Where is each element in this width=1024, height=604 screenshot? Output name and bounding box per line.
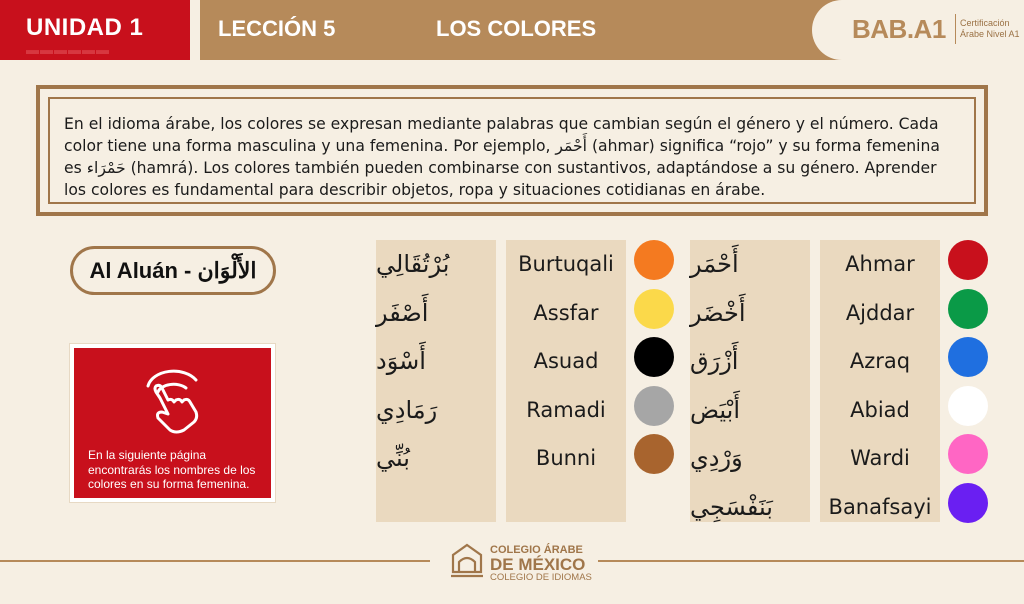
school-logo-icon — [448, 542, 486, 580]
pointing-hand-icon — [140, 366, 204, 436]
unit-title: UNIDAD 1 — [26, 14, 144, 41]
intro-inner-frame — [48, 97, 976, 204]
arabic-column-right — [690, 240, 810, 522]
translit-column-right — [820, 240, 940, 522]
translit-word: Ramadi — [526, 397, 606, 422]
footer-school-line1: COLEGIO ÁRABE — [490, 544, 583, 556]
topic-title: LOS COLORES — [436, 16, 597, 41]
arabic-column-left — [376, 240, 496, 522]
brand-logo: BAB.A1 — [852, 14, 946, 44]
lesson-title: LECCIÓN 5 — [218, 16, 336, 41]
cert-line-1: Certificación — [960, 18, 1010, 28]
translit-word: Ajddar — [845, 300, 915, 325]
lesson-header — [200, 0, 880, 60]
brand-divider — [955, 14, 956, 44]
arabic-word: رَمَادِي — [376, 395, 438, 424]
unit-title-shadow: ▬▬▬▬▬▬ — [26, 42, 110, 57]
certification-label — [960, 18, 1020, 40]
unit-header — [0, 0, 190, 60]
arabic-word: أَخْضَر — [690, 298, 746, 327]
arabic-word: بَنَفْسَجِي — [690, 492, 773, 521]
color-swatch-brown — [634, 434, 674, 474]
color-swatch-white — [948, 386, 988, 426]
arabic-word: أَصْفَر — [376, 298, 429, 327]
translit-word: Bunni — [535, 446, 597, 471]
arabic-word: أَزْرَق — [690, 347, 739, 376]
colors-title-pill: Al Aluán - الأَلْوَان — [70, 246, 276, 295]
arabic-word: أَبْيَض — [690, 395, 740, 424]
color-swatch-black — [634, 337, 674, 377]
arabic-word: وَرْدِي — [690, 444, 743, 473]
translit-word: Wardi — [850, 446, 910, 471]
translit-word: Banafsayi — [828, 494, 932, 519]
footer-school-line3: COLEGIO DE IDIOMAS — [490, 572, 592, 583]
arabic-word: بُرْتُقَالِي — [376, 250, 450, 279]
translit-word: Asuad — [533, 349, 599, 374]
footer-line-right — [598, 560, 1024, 562]
translit-column-left — [506, 240, 626, 522]
footer-line-left — [0, 560, 430, 562]
color-swatch-pink — [948, 434, 988, 474]
translit-word: Assfar — [533, 300, 599, 325]
next-page-note-card — [70, 344, 275, 502]
intro-text: En el idioma árabe, los colores se expresan mediante palabras que cambian según el género y el número. Cada color tiene una forma masculina y una femenina. Por ejemplo, أَحْمَر (ahmar) significa “rojo” y su forma femenina es حَمْرَاء (hamrá). Los colores también pueden combinarse con sustantivos, adaptándose a su género. Aprender los colores es fundamental para describir objetos, ropa y situaciones cotidianas en árabe. — [64, 115, 940, 199]
color-swatch-blue — [948, 337, 988, 377]
translit-word: Abiad — [850, 397, 910, 422]
translit-word: Burtuqali — [518, 252, 614, 277]
translit-word: Ahmar — [845, 252, 915, 277]
color-swatch-orange — [634, 240, 674, 280]
brand-area — [812, 0, 1024, 60]
color-swatch-purple — [948, 483, 988, 523]
color-swatch-red — [948, 240, 988, 280]
translit-word: Azraq — [849, 349, 911, 374]
color-swatch-gray — [634, 386, 674, 426]
note-text: En la siguiente página encontrarás los nombres de los colores en su forma femenina. — [88, 448, 256, 491]
arabic-word: أَسْوَد — [376, 347, 426, 376]
arabic-word: بُنِّي — [376, 444, 410, 473]
footer-school-line2: DE MÉXICO — [490, 555, 586, 574]
color-swatch-yellow — [634, 289, 674, 329]
color-swatch-green — [948, 289, 988, 329]
arabic-word: أَحْمَر — [690, 250, 739, 279]
intro-box — [36, 85, 988, 216]
cert-line-2: Árabe Nivel A1 — [960, 29, 1020, 39]
